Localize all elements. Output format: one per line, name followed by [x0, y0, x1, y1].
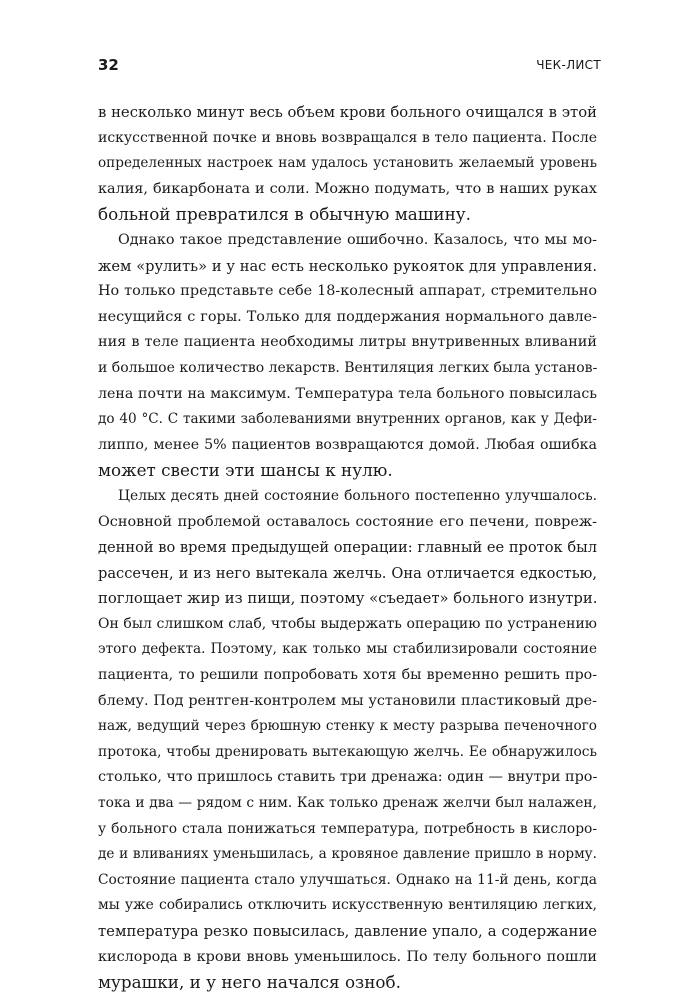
text-line: больной превратился в обычную машину.	[98, 204, 471, 225]
text-line: кислорода в крови вновь уменьшилось. По телу больного пошли	[98, 948, 597, 965]
text-line: мурашки, и у него начался озноб.	[98, 972, 401, 993]
text-line: калия, бикарбоната и соли. Можно подумать, что в наших руках	[98, 180, 597, 197]
text-line: мы уже собирались отключить искусственную вентиляцию легких,	[98, 897, 597, 914]
text-line: искусственной почке и вновь возвращался в тело пациента. После	[98, 129, 597, 146]
text-line: может свести эти шансы к нулю.	[98, 460, 393, 481]
text-line: ния в теле пациента необходимы литры внутривенных вливаний	[98, 334, 597, 351]
text-line: наж, ведущий через брюшную стенку к месту разрыва печеночного	[98, 718, 597, 735]
text-line: рассечен, и из него вытекала желчь. Она отличается едкостью,	[98, 564, 597, 582]
text-line: Он был слишком слаб, чтобы выдержать операцию по устранению	[98, 615, 597, 632]
text-line: пациента, то решили попробовать хотя бы временно решить про-	[98, 667, 597, 684]
text-line: Основной проблемой оставалось состояние его печени, повреж-	[98, 513, 597, 530]
paragraph-3	[98, 484, 597, 996]
text-line: липпо, менее 5% пациентов возвращаются домой. Любая ошибка	[98, 436, 597, 453]
paragraph-1	[98, 100, 597, 228]
text-line: Но только представьте себе 18-колесный аппарат, стремительно	[98, 283, 597, 300]
text-line: жем «рулить» и у нас есть несколько рукояток для управления.	[98, 257, 597, 275]
body-text	[98, 100, 597, 996]
text-line: в несколько минут весь объем крови больного очищался в этой	[98, 104, 597, 121]
text-line: тока и два — рядом с ним. Как только дренаж желчи был налажен,	[98, 795, 597, 812]
text-line: Однако такое представление ошибочно. Казалось, что мы мо-	[118, 231, 597, 248]
text-line: столько, что пришлось ставить три дренажа: один — внутри про-	[98, 769, 598, 786]
text-line: протока, чтобы дренировать вытекающую желчь. Ее обнаружилось	[98, 743, 597, 760]
running-head: ЧЕК-ЛИСТ	[536, 58, 601, 72]
text-line: у больного стала понижаться температура, потребность в кислоро-	[98, 820, 597, 837]
text-line: денной во время предыдущей операции: главный ее проток был	[98, 539, 597, 557]
text-line: и большое количество лекарств. Вентиляция легких была установ-	[98, 359, 598, 376]
text-line: де и вливаниях уменьшилась, а кровяное давление пришло в норму.	[98, 846, 597, 863]
paragraph-2	[98, 228, 597, 484]
text-line: блему. Под рентген-контролем мы установили пластиковый дре-	[98, 692, 597, 709]
text-line: температура резко повысилась, давление упало, а содержание	[98, 923, 597, 940]
text-line: Целых десять дней состояние больного постепенно улучшалось.	[118, 487, 597, 504]
text-line: лена почти на максимум. Температура тела больного повысилась	[98, 385, 597, 402]
text-line: определенных настроек нам удалось установить желаемый уровень	[98, 155, 597, 172]
page-number: 32	[98, 56, 119, 74]
text-line: до 40 °С. С такими заболеваниями внутренних органов, как у Дефи-	[98, 411, 597, 428]
text-line: несущийся с горы. Только для поддержания нормального давле-	[98, 308, 597, 325]
text-line: Состояние пациента стало улучшаться. Однако на 11-й день, когда	[98, 871, 597, 888]
text-line: этого дефекта. Поэтому, как только мы стабилизировали состояние	[98, 641, 597, 658]
text-line: поглощает жир из пищи, поэтому «съедает» больного изнутри.	[98, 590, 598, 608]
